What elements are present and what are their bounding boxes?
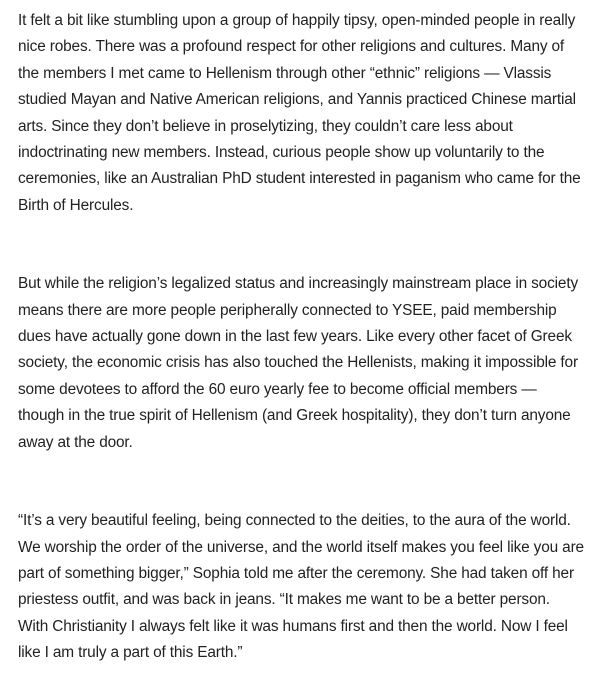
article-body	[18, 8, 584, 667]
paragraph-sophia-quote: “It’s a very beautiful feeling, being connected to the deities, to the aura of the world. We worship the order of the universe, and the world itself makes you feel like you are part of something bigger,” Sophia told me after the ceremony. She had taken off her priestess outfit, and was back in jeans. “It makes me want to be a better person. With Christianity I always felt like it was humans first and then the world. Now I feel like I am truly a part of this Earth.”	[18, 512, 584, 662]
paragraph-membership-dues: But while the religion’s legalized status and increasingly mainstream place in society means there are more people peripherally connected to YSEE, paid membership dues have actually gone down in the last few years. Like every other facet of Greek society, the economic crisis has also touched the Hellenists, making it impossible for some devotees to afford the 60 euro yearly fee to become official members — though in the true spirit of Hellenism (and Greek hospitality), they don’t turn anyone away at the door.	[18, 275, 578, 451]
paragraph-hellenists-respect: It felt a bit like stumbling upon a group of happily tipsy, open-minded people in really nice robes. There was a profound respect for other religions and cultures. Many of the members I met came to Hellenism through other “ethnic” religions — Vlassis studied Mayan and Native American religions, and Yannis practiced Chinese martial arts. Since they don’t believe in proselytizing, they couldn’t care less about indoctrinating new members. Instead, curious people show up voluntarily to the ceremonies, like an Australian PhD student interested in paganism who came for the Birth of Hercules.	[18, 12, 581, 214]
